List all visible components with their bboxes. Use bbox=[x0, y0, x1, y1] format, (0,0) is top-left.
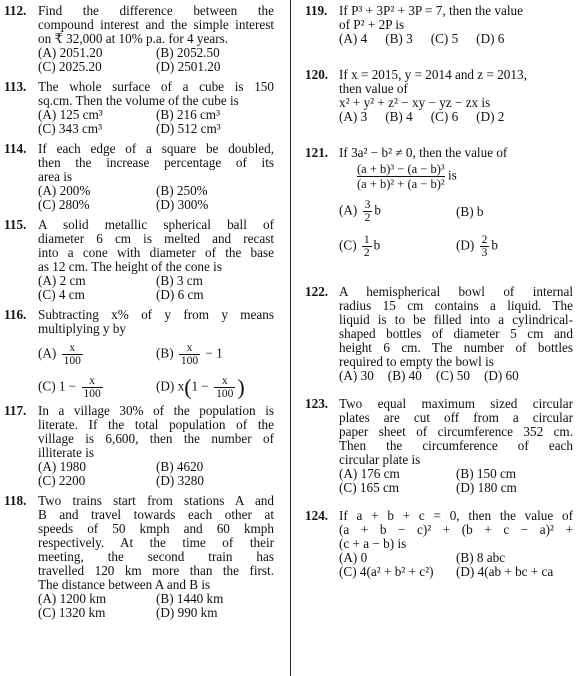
stem-line: area is bbox=[38, 169, 73, 184]
fraction: $\frac{x}{100}$ bbox=[180, 342, 199, 367]
option-a[interactable]: (A) 0 bbox=[339, 550, 368, 565]
option-c[interactable]: (C) 50 bbox=[435, 368, 470, 383]
question-114 bbox=[4, 142, 274, 212]
question-112 bbox=[4, 4, 274, 74]
stem-line: required to empty the bowl is bbox=[339, 354, 494, 369]
question-number: 113. bbox=[4, 79, 27, 94]
stem-line: meeting, the second train has bbox=[38, 549, 274, 564]
option-label: (D) bbox=[456, 237, 475, 253]
question-122 bbox=[305, 285, 573, 383]
option-b[interactable]: (B) 2052.50 bbox=[156, 45, 220, 60]
stem-line: (c + a − b) is bbox=[339, 536, 407, 551]
option-b[interactable]: (B) 1440 km bbox=[156, 591, 224, 606]
options bbox=[38, 342, 274, 400]
stem-line: respectively. At the time of their bbox=[38, 535, 274, 550]
option-b[interactable]: (B) 40 bbox=[387, 368, 422, 383]
stem-line: compound interest and the simple interest bbox=[38, 17, 274, 32]
option-a[interactable]: (A) 30 bbox=[339, 368, 374, 383]
options bbox=[339, 551, 573, 579]
stem-line: sq.cm. Then the volume of the cube is bbox=[38, 93, 239, 108]
question-118 bbox=[4, 494, 274, 620]
question-113 bbox=[4, 80, 274, 136]
stem-line: B and travel towards each other at bbox=[38, 507, 274, 522]
question-116 bbox=[4, 308, 274, 400]
option-b[interactable]: (B) 3 cm bbox=[156, 273, 203, 288]
option-a[interactable]: (A) 1980 bbox=[38, 459, 86, 474]
question-115 bbox=[4, 218, 274, 302]
question-number: 116. bbox=[4, 307, 27, 322]
question-stem bbox=[339, 397, 573, 467]
stem-line: multiplying y by bbox=[38, 321, 126, 336]
question-stem bbox=[38, 142, 274, 184]
option-d[interactable]: (D) x(1 − $\frac{x}{100}$ ) bbox=[156, 374, 245, 400]
question-stem bbox=[38, 308, 274, 336]
option-b[interactable]: (B) 3 bbox=[385, 31, 413, 46]
options bbox=[339, 467, 573, 495]
option-d[interactable]: (D) 512 cm³ bbox=[156, 121, 221, 136]
fraction: $\frac{x}{100}$ bbox=[83, 375, 101, 400]
stem-line: Two equal maximum sized circular bbox=[339, 396, 573, 411]
question-stem bbox=[38, 80, 274, 108]
expression-suffix: is bbox=[447, 167, 457, 183]
option-c[interactable]: (C) 2200 bbox=[38, 473, 86, 488]
option-a[interactable]: (A) 4 bbox=[339, 31, 368, 46]
option-b[interactable]: (B) 4620 bbox=[156, 459, 204, 474]
option-a[interactable]: (A) 3 bbox=[339, 109, 368, 124]
options bbox=[38, 592, 274, 620]
question-stem bbox=[38, 4, 274, 46]
question-number: 117. bbox=[4, 403, 27, 418]
stem-line: of P² + 2P is bbox=[339, 17, 405, 32]
expression-denominator: (a + b)² + (a − b)² bbox=[357, 177, 445, 191]
option-b[interactable]: (B) 250% bbox=[156, 183, 208, 198]
option-label: (A) bbox=[339, 202, 358, 218]
question-120 bbox=[305, 68, 573, 124]
option-d[interactable]: (D) 60 bbox=[483, 368, 519, 383]
stem-line: height 6 cm. The number of bottles bbox=[339, 340, 573, 355]
option-d[interactable]: (D) 6 cm bbox=[156, 287, 204, 302]
question-119 bbox=[305, 4, 573, 46]
option-b[interactable]: (B) 4 bbox=[385, 109, 413, 124]
stem-line: shaped bottles of diameter 5 cm and bbox=[339, 326, 573, 341]
right-column bbox=[305, 2, 573, 579]
option-d[interactable]: (D) 3280 bbox=[156, 473, 204, 488]
stem-line: x² + y² + z² − xy − yz − zx is bbox=[339, 95, 491, 110]
stem-line: radius 15 cm contains a liquid. The bbox=[339, 298, 573, 313]
option-d[interactable]: (D) 4(ab + bc + ca bbox=[456, 564, 554, 579]
option-d[interactable]: (D) 990 km bbox=[156, 605, 218, 620]
stem-line: paper sheet of circumference 352 cm. bbox=[339, 424, 573, 439]
stem-line: Then the circumference of each bbox=[339, 438, 573, 453]
option-c[interactable]: (C) 1 − $\frac{x}{100}$ bbox=[38, 375, 101, 400]
stem-line: speeds of 50 kmph and 60 kmph bbox=[38, 521, 274, 536]
option-c[interactable]: (C) 165 cm bbox=[339, 480, 400, 495]
option-b[interactable]: (B) 150 cm bbox=[456, 466, 517, 481]
option-label: (B) bbox=[156, 345, 174, 361]
stem-line: If 3a² − b² ≠ 0, then the value of bbox=[339, 145, 508, 160]
option-c[interactable]: (C) 4(a² + b² + c²) bbox=[339, 564, 434, 579]
options bbox=[38, 184, 274, 212]
stem-line: If P³ + 3P² + 3P = 7, then the value bbox=[339, 3, 523, 18]
option-label: (A) bbox=[38, 345, 57, 361]
question-number: 121. bbox=[305, 145, 329, 160]
option-c[interactable]: (C) $\frac{1}{2}$ b bbox=[339, 234, 381, 259]
stem-line: then the increase percentage of its bbox=[38, 155, 274, 170]
option-label: (C) bbox=[339, 237, 357, 253]
fraction: $\frac{2}{3}$ bbox=[481, 234, 488, 259]
stem-line: circular plate is bbox=[339, 452, 421, 467]
option-b[interactable]: (B) $\frac{x}{100}$ − 1 bbox=[156, 342, 223, 367]
stem-line: into a cone with diameter of the base bbox=[38, 245, 274, 260]
options bbox=[38, 108, 274, 136]
question-stem bbox=[339, 68, 573, 110]
option-c[interactable]: (C) 6 bbox=[430, 109, 459, 124]
fraction: $\frac{1}{2}$ bbox=[363, 234, 370, 259]
stem-line: literate. If the total population of the bbox=[38, 417, 274, 432]
stem-line: The whole surface of a cube is 150 bbox=[38, 79, 274, 94]
stem-line: as 12 cm. The height of the cone is bbox=[38, 259, 222, 274]
options bbox=[38, 274, 274, 302]
stem-line: The distance between A and B is bbox=[38, 577, 211, 592]
option-c[interactable]: (C) 343 cm³ bbox=[38, 121, 103, 136]
stem-line: then value of bbox=[339, 81, 408, 96]
option-b[interactable]: (B) 8 abc bbox=[456, 550, 506, 565]
option-c[interactable]: (C) 2025.20 bbox=[38, 59, 102, 74]
question-number: 118. bbox=[4, 493, 27, 508]
stem-line: In a village 30% of the population is bbox=[38, 403, 274, 418]
option-a[interactable]: (A) 176 cm bbox=[339, 466, 400, 481]
stem-line: If a + b + c = 0, then the value of bbox=[339, 508, 573, 523]
option-c[interactable]: (C) 4 cm bbox=[38, 287, 85, 302]
left-column bbox=[4, 2, 274, 620]
option-d[interactable]: (D) 2 bbox=[476, 109, 505, 124]
stem-line: A solid metallic spherical ball of bbox=[38, 217, 274, 232]
option-d[interactable]: (D) 6 bbox=[476, 31, 505, 46]
stem-line: If each edge of a square be doubled, bbox=[38, 141, 274, 156]
question-123 bbox=[305, 397, 573, 495]
question-121 bbox=[305, 146, 573, 259]
option-c[interactable]: (C) 1320 km bbox=[38, 605, 106, 620]
option-a[interactable] bbox=[38, 342, 156, 367]
question-stem bbox=[339, 146, 573, 160]
column-divider bbox=[290, 0, 291, 676]
stem-line: Subtracting x% of y from y means bbox=[38, 307, 274, 322]
option-d[interactable]: (D) 180 cm bbox=[456, 480, 517, 495]
question-number: 114. bbox=[4, 141, 27, 156]
stem-line: travelled 120 km more than the first. bbox=[38, 563, 274, 578]
option-a[interactable]: (A) 1200 km bbox=[38, 591, 107, 606]
fraction: $\frac{3}{2}$ bbox=[364, 199, 371, 224]
fraction: $\frac{x}{100}$ bbox=[216, 375, 234, 400]
question-stem bbox=[339, 4, 573, 32]
option-b[interactable]: (B) b bbox=[456, 203, 484, 219]
question-stem bbox=[339, 285, 573, 369]
options bbox=[339, 110, 573, 124]
question-117 bbox=[4, 404, 274, 488]
stem-line: (a + b − c)² + (b + c − a)² + bbox=[339, 522, 573, 537]
stem-line: liquid is to be filled into a cylindrical- bbox=[339, 312, 573, 327]
option-a[interactable]: (A) 2 cm bbox=[38, 273, 86, 288]
stem-line: on ₹ 32,000 at 10% p.a. for 4 years. bbox=[38, 31, 229, 46]
option-label: (D) bbox=[156, 378, 175, 394]
options bbox=[38, 46, 274, 74]
question-124 bbox=[305, 509, 573, 579]
expression-fraction bbox=[357, 162, 445, 191]
option-d[interactable]: (D) 2501.20 bbox=[156, 59, 221, 74]
stem-line: illiterate is bbox=[38, 445, 95, 460]
expression-numerator: (a + b)³ − (a − b)³ bbox=[357, 162, 445, 176]
question-number: 115. bbox=[4, 217, 27, 232]
question-number: 124. bbox=[305, 508, 329, 523]
question-stem bbox=[38, 404, 274, 460]
stem-line: Find the difference between the bbox=[38, 3, 274, 18]
question-number: 123. bbox=[305, 396, 329, 411]
option-b[interactable]: (B) 216 cm³ bbox=[156, 107, 221, 122]
question-stem bbox=[339, 509, 573, 551]
option-c[interactable]: (C) 280% bbox=[38, 197, 90, 212]
expression bbox=[339, 162, 573, 191]
stem-line: village is 6,600, then the number of bbox=[38, 431, 274, 446]
option-a[interactable]: (A) 125 cm³ bbox=[38, 107, 103, 122]
stem-line: Two trains start from stations A and bbox=[38, 493, 274, 508]
question-number: 120. bbox=[305, 67, 329, 82]
question-number: 122. bbox=[305, 284, 329, 299]
option-a[interactable]: (A) 200% bbox=[38, 183, 91, 198]
question-stem bbox=[38, 494, 274, 592]
stem-line: plates are cut off from a circular bbox=[339, 410, 573, 425]
option-c[interactable]: (C) 5 bbox=[430, 31, 459, 46]
options bbox=[38, 460, 274, 488]
fraction: $\frac{x}{100}$ bbox=[63, 342, 81, 367]
option-a[interactable]: (A) $\frac{3}{2}$ b bbox=[339, 199, 381, 224]
option-a[interactable]: (A) 2051.20 bbox=[38, 45, 103, 60]
question-number: 112. bbox=[4, 3, 27, 18]
options bbox=[339, 199, 573, 259]
options bbox=[339, 369, 573, 383]
stem-line: If x = 2015, y = 2014 and z = 2013, bbox=[339, 67, 527, 82]
stem-line: diameter 6 cm is melted and recast bbox=[38, 231, 274, 246]
option-label: (C) bbox=[38, 378, 56, 394]
stem-line: A hemispherical bowl of internal bbox=[339, 284, 573, 299]
option-d[interactable]: (D) 300% bbox=[156, 197, 209, 212]
options bbox=[339, 32, 573, 46]
question-stem bbox=[38, 218, 274, 274]
option-d[interactable]: (D) $\frac{2}{3}$ b bbox=[456, 234, 498, 259]
question-number: 119. bbox=[305, 3, 328, 18]
